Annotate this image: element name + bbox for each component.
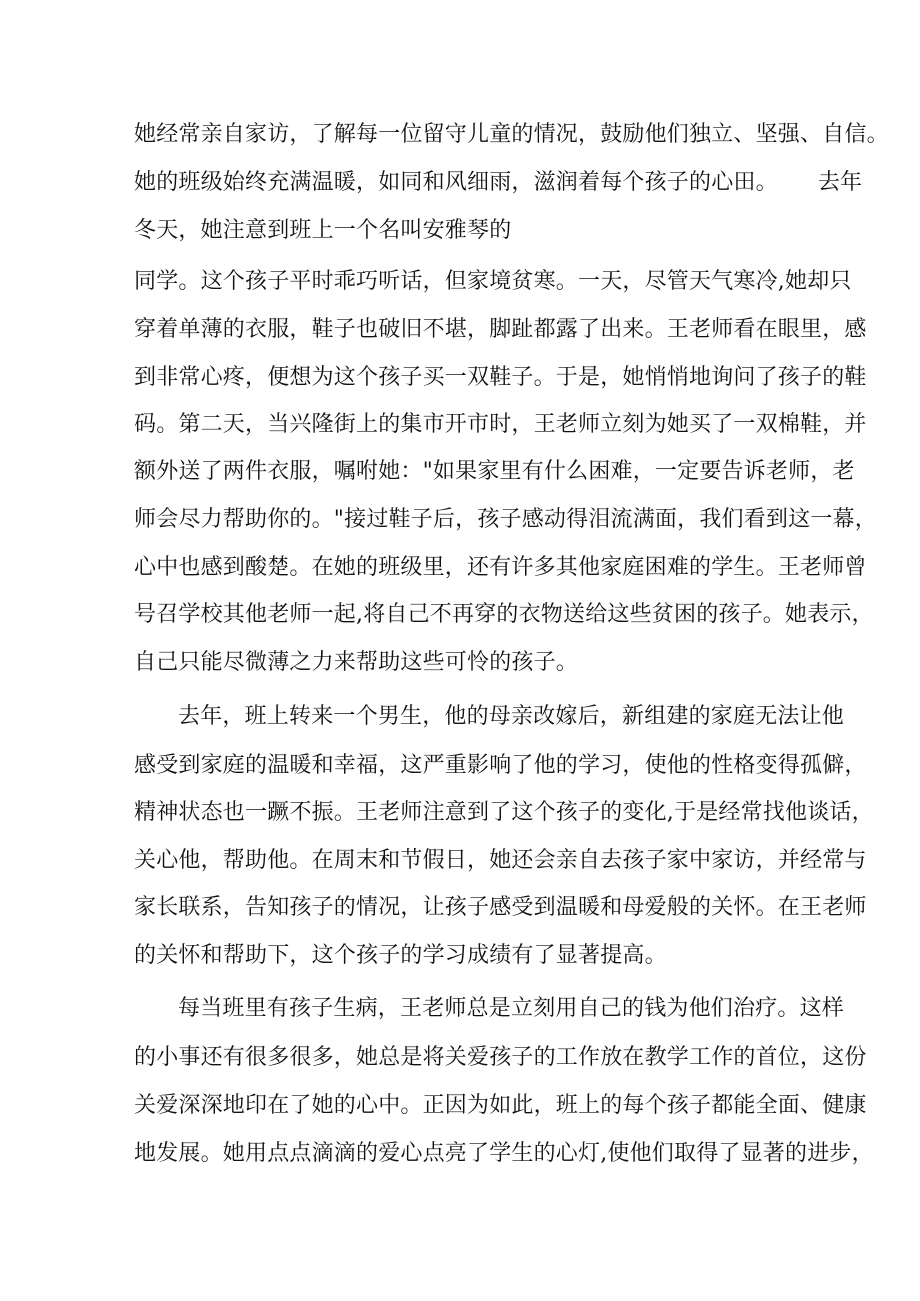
text-line: 地发展。她用点点滴滴的爱心点亮了学生的心灯,使他们取得了显著的进步， [134, 1141, 874, 1166]
text-line: 关心他，帮助他。在周末和节假日，她还会亲自去孩子家中家访，并经常与 [134, 848, 867, 873]
text-line: 精神状态也一蹶不振。王老师注意到了这个孩子的变化,于是经常找他谈话， [134, 800, 874, 825]
text-line: 家长联系，告知孩子的情况，让孩子感受到温暖和母爱般的关怀。在王老师 [134, 895, 867, 920]
text-line: 穿着单薄的衣服，鞋子也破旧不堪，脚趾都露了出来。王老师看在眼里，感 [134, 317, 867, 342]
text-line: 到非常心疼，便想为这个孩子买一双鞋子。于是，她悄悄地询问了孩子的鞋 [134, 365, 867, 390]
text-line: 额外送了两件衣服，嘱咐她："如果家里有什么困难，一定要告诉老师，老 [134, 459, 855, 484]
text-line-segment: 她的班级始终充满温暖，如同和风细雨，滋润着每个孩子的心田。 [134, 170, 778, 195]
text-line: 码。第二天，当兴隆街上的集市开市时，王老师立刻为她买了一双棉鞋，并 [134, 412, 867, 437]
text-line: 心中也感到酸楚。在她的班级里，还有许多其他家庭困难的学生。王老师曾 [134, 555, 867, 580]
text-line: 自己只能尽微薄之力来帮助这些可怜的孩子。 [134, 650, 579, 675]
text-line: 的小事还有很多很多，她总是将关爱孩子的工作放在教学工作的首位，这份 [134, 1045, 867, 1070]
text-line: 每当班里有孩子生病，王老师总是立刻用自己的钱为他们治疗。这样 [178, 996, 845, 1021]
text-line-segment: 去年 [817, 170, 863, 195]
text-line [134, 169, 862, 197]
text-line: 的关怀和帮助下，这个孩子的学习成绩有了显著提高。 [134, 943, 667, 968]
text-line: 冬天，她注意到班上一个名叫安雅琴的 [134, 218, 512, 243]
text-line: 感受到家庭的温暖和幸福，这严重影响了他的学习，使他的性格变得孤僻， [134, 753, 867, 778]
text-line: 去年，班上转来一个男生，他的母亲改嫁后，新组建的家庭无法让他 [178, 704, 845, 729]
text-line: 号召学校其他老师一起,将自己不再穿的衣物送给这些贫困的孩子。她表示， [134, 602, 874, 627]
text-line: 她经常亲自家访，了解每一位留守儿童的情况，鼓励他们独立、坚强、自信。 [134, 122, 889, 147]
text-line: 关爱深深地印在了她的心中。正因为如此，班上的每个孩子都能全面、健康 [134, 1093, 867, 1118]
text-line: 师会尽力帮助你的。"接过鞋子后，孩子感动得泪流满面，我们看到这一幕， [134, 507, 877, 532]
text-line: 同学。这个孩子平时乖巧听话，但家境贫寒。一天，尽管天气寒冷,她却只 [134, 269, 852, 294]
